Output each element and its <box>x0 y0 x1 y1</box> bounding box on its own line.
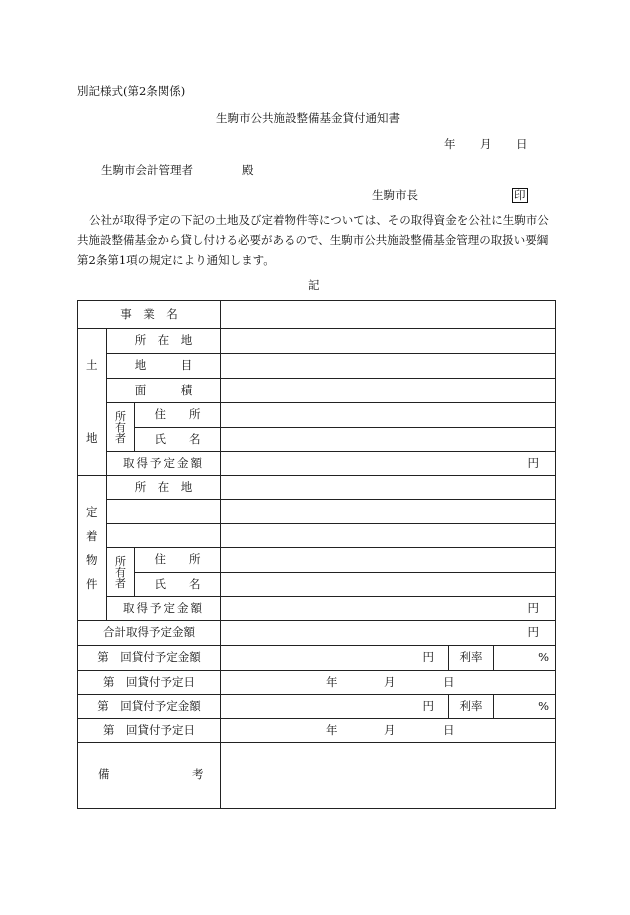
seal-icon: 印 <box>514 188 526 202</box>
land-location-label: 所 在 地 <box>134 333 193 348</box>
loan1-date-month: 月 <box>384 675 396 689</box>
fixtures-owner-name-field[interactable] <box>221 573 555 596</box>
loan2-amount-label: 第 回貸付予定金額 <box>97 698 201 713</box>
remarks-field[interactable] <box>221 743 555 808</box>
loan1-date-label: 第 回貸付予定日 <box>103 674 195 689</box>
land-owner-name-label: 氏 名 <box>154 431 201 446</box>
fixtures-location-label: 所 在 地 <box>134 479 193 494</box>
loan2-date-year: 年 <box>326 723 338 737</box>
land-planned-amount-field[interactable]: 円 <box>527 455 539 470</box>
total-amount-label: 合計取得予定金額 <box>103 625 195 640</box>
land-planned-amount-label: 取得予定金額 <box>123 455 204 470</box>
fixtures-planned-amount-label: 取得予定金額 <box>123 600 204 615</box>
project-name-label: 事 業 名 <box>120 306 178 321</box>
fixtures-label-4: 件 <box>86 577 98 591</box>
form-reference: 別記様式(第2条関係) <box>77 84 186 98</box>
remarks-label-char2: 考 <box>192 767 204 781</box>
loan2-rate-label: 利率 <box>459 698 483 713</box>
project-name-field[interactable] <box>221 301 555 328</box>
land-area-label: 面 積 <box>134 382 193 397</box>
land-label-bottom: 地 <box>86 431 98 445</box>
land-owner-address-field[interactable] <box>221 403 555 427</box>
fixtures-blank-label-2[interactable] <box>107 524 220 547</box>
seal-mark <box>512 188 528 203</box>
loan1-rate-label: 利率 <box>459 650 483 665</box>
land-category-label: 地 目 <box>134 358 193 373</box>
fixtures-owner-label: 所 有 者 <box>115 554 126 590</box>
loan1-rate-field[interactable]: % <box>538 650 549 665</box>
loan2-amount-field[interactable]: 円 <box>422 698 434 713</box>
fixtures-label-3: 物 <box>86 553 98 567</box>
fixtures-blank-field-2[interactable] <box>221 524 555 547</box>
land-owner-label: 所 有 者 <box>115 409 126 445</box>
loan1-date-day: 日 <box>443 675 455 689</box>
loan1-amount-field[interactable]: 円 <box>422 650 434 665</box>
total-amount-field[interactable]: 円 <box>527 625 539 640</box>
document-title: 生駒市公共施設整備基金貸付通知書 <box>216 111 400 125</box>
ki-heading: 記 <box>308 278 320 292</box>
fixtures-owner-name-label: 氏 名 <box>154 576 201 591</box>
date-year[interactable]: 年 <box>444 137 456 151</box>
date-day[interactable]: 日 <box>516 137 528 151</box>
body-paragraph: 公社が取得予定の下記の土地及び定着物件等については、その取得資金を公社に生駒市公共施設整備基金から貸し付ける必要があるので、生駒市公共施設整備基金管理の取扱い要綱第2条第1項の規定により通知します。 <box>77 213 549 267</box>
fixtures-location-field[interactable] <box>221 476 555 499</box>
land-owner-address-label: 住 所 <box>154 407 201 422</box>
fixtures-owner-address-label: 住 所 <box>154 552 201 567</box>
fixtures-blank-label-1[interactable] <box>107 500 220 523</box>
addressee-name: 生駒市会計管理者 <box>101 163 193 177</box>
loan1-date-year: 年 <box>326 675 338 689</box>
land-owner-name-field[interactable] <box>221 428 555 451</box>
sender-name: 生駒市長 <box>372 188 418 202</box>
loan2-date-month: 月 <box>384 723 396 737</box>
fixtures-label-1: 定 <box>86 505 98 519</box>
loan2-rate-field[interactable]: % <box>538 698 549 713</box>
addressee-honorific: 殿 <box>242 163 254 177</box>
fixtures-blank-field-1[interactable] <box>221 500 555 523</box>
date-month[interactable]: 月 <box>480 137 492 151</box>
land-label-top: 土 <box>86 358 98 372</box>
loan1-amount-label: 第 回貸付予定金額 <box>97 650 201 665</box>
land-category-field[interactable] <box>221 354 555 378</box>
fixtures-planned-amount-field[interactable]: 円 <box>527 600 539 615</box>
land-location-field[interactable] <box>221 329 555 353</box>
remarks-label-char1: 備 <box>98 767 110 781</box>
loan2-date-day: 日 <box>443 723 455 737</box>
loan2-date-label: 第 回貸付予定日 <box>103 722 195 737</box>
fixtures-label-2: 着 <box>86 529 98 543</box>
land-area-field[interactable] <box>221 379 555 402</box>
fixtures-owner-address-field[interactable] <box>221 548 555 572</box>
